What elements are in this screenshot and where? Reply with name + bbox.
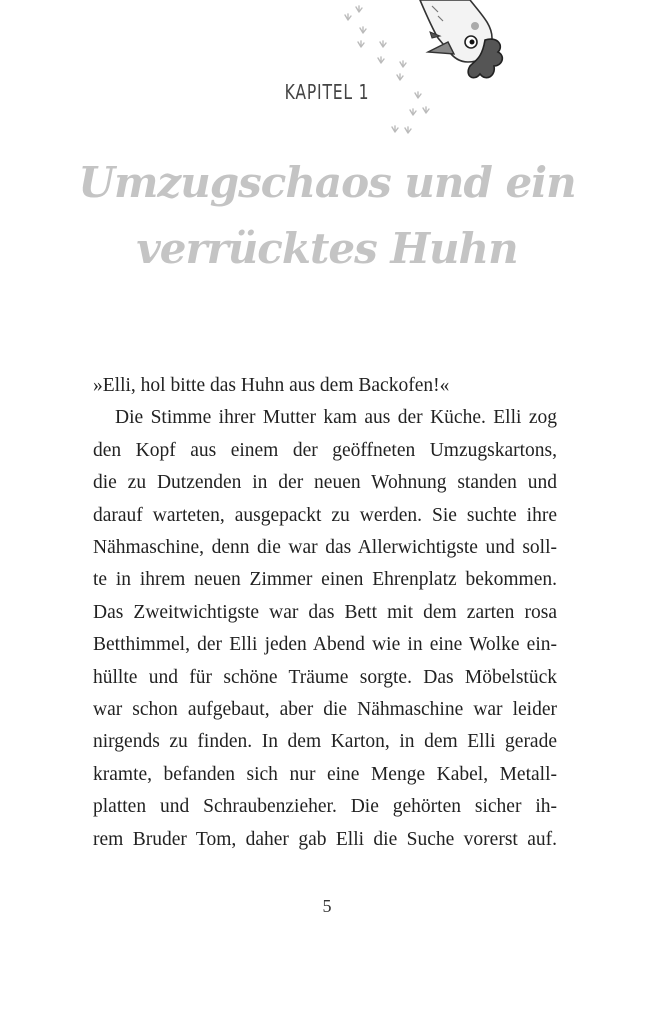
text-line: Nähmaschine, denn die war das Allerwichtigste und soll- bbox=[93, 537, 557, 559]
chapter-title bbox=[0, 150, 654, 282]
text-line: kramte, befanden sich nur eine Menge Kabel, Metall- bbox=[93, 763, 557, 785]
text-line: darauf warteten, ausgepackt zu werden. Sie suchte ihre bbox=[93, 504, 557, 526]
text-line: den Kopf aus einem der geöffneten Umzugskartons, bbox=[93, 439, 557, 461]
text-line: rem Bruder Tom, daher gab Elli die Suche vorerst auf. bbox=[93, 828, 557, 850]
text-line: te in ihrem neuen Zimmer einen Ehrenplatz bekommen. bbox=[93, 569, 557, 591]
page-number: 5 bbox=[322, 896, 332, 916]
text-line: Betthimmel, der Elli jeden Abend wie in eine Wolke ein- bbox=[93, 634, 557, 656]
text-line: Das Zweitwichtigste war das Bett mit dem zarten rosa bbox=[93, 601, 557, 623]
text-line: Die Stimme ihrer Mutter kam aus der Küche. Elli zog bbox=[115, 407, 557, 429]
text-line: platten und Schraubenzieher. Die gehörten sicher ih- bbox=[93, 796, 557, 818]
chapter-label: KAPITEL 1 bbox=[284, 80, 370, 104]
chicken-illustration-icon bbox=[320, 0, 520, 140]
text-line: hüllte und für schöne Träume sorgte. Das Möbelstück bbox=[93, 666, 557, 688]
text-line: die zu Dutzenden in der neuen Wohnung standen und bbox=[93, 472, 557, 494]
chapter-title-line-1: Umzugschaos und ein bbox=[78, 158, 576, 207]
text-line: war schon aufgebaut, aber die Nähmaschine war leider bbox=[93, 699, 557, 721]
chapter-title-line-2: verrücktes Huhn bbox=[136, 224, 518, 273]
opening-line: »Elli, hol bitte das Huhn aus dem Backofen!« bbox=[93, 375, 450, 396]
body-text bbox=[93, 370, 557, 856]
text-line: nirgends zu finden. In dem Karton, in dem Elli gerade bbox=[93, 731, 557, 753]
